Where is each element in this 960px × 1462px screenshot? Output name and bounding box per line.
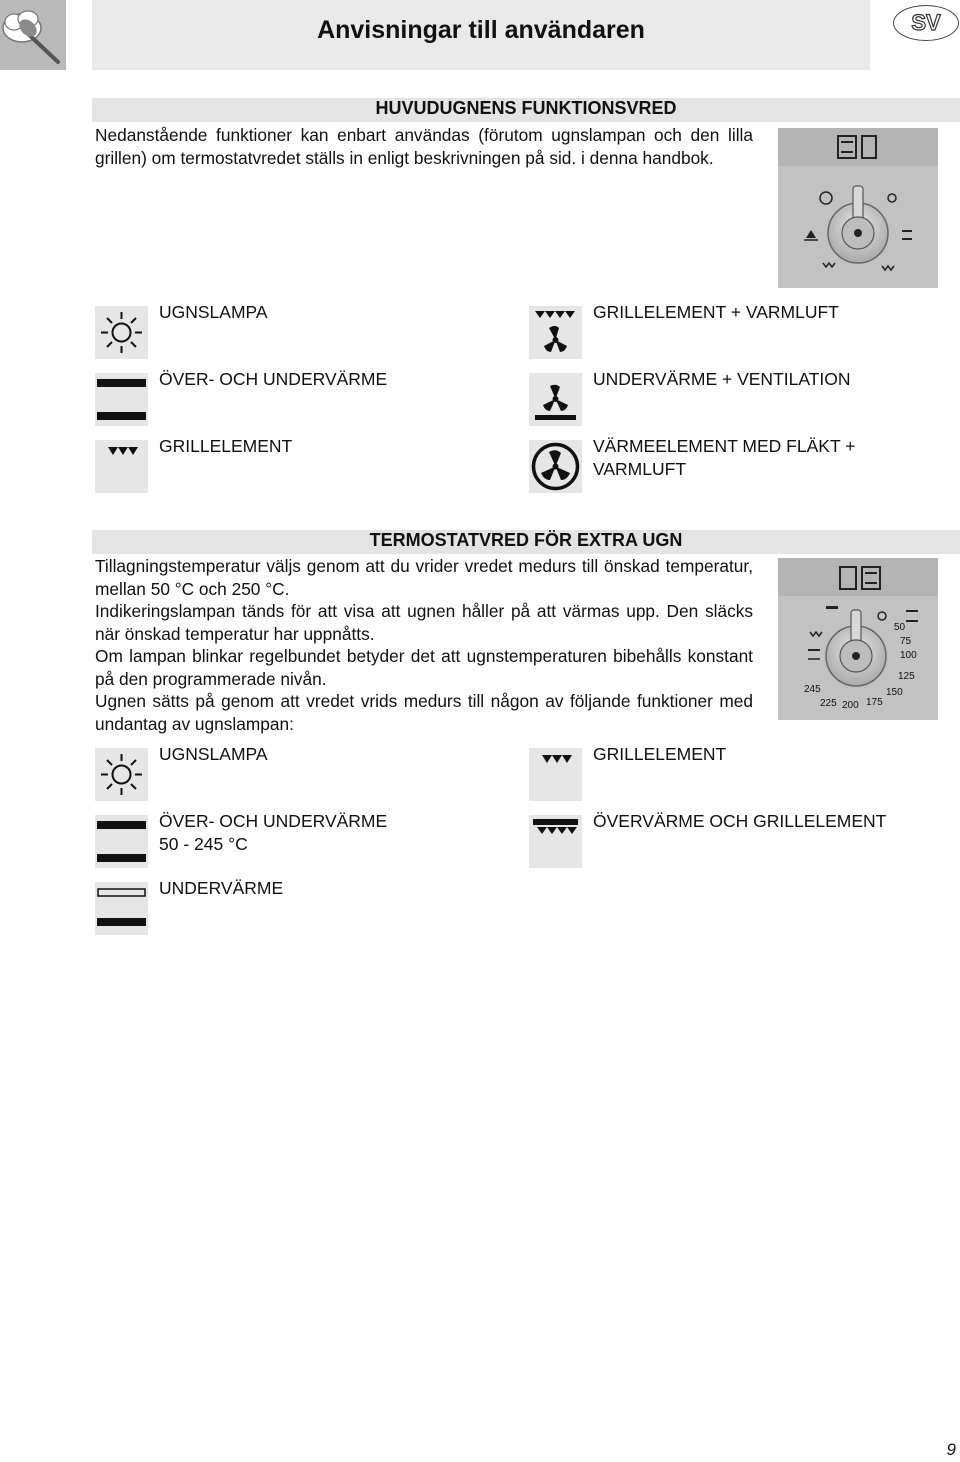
extra-oven-thermostat-panel	[778, 558, 938, 720]
oven-light-icon	[95, 306, 148, 359]
section-title-main-oven: HUVUDUGNENS FUNKTIONSVRED	[375, 98, 677, 118]
section2-paragraph: Ugnen sätts på genom att vredet vrids medurs till någon av följande funktioner med undantag av ugnslampan:	[95, 691, 753, 734]
function-label: ÖVERVÄRME OCH GRILLELEMENT	[593, 811, 887, 831]
top-bottom-heat-icon	[95, 373, 148, 426]
bottom-heat-icon	[95, 882, 148, 935]
dial-label-175: 175	[866, 697, 883, 708]
circular-fan-icon	[529, 440, 582, 493]
bottom-heat-fan-icon	[529, 373, 582, 426]
main-oven-control-panel	[778, 128, 938, 288]
dial-label-75: 75	[900, 636, 912, 647]
section2-paragraph: Indikeringslampan tänds för att visa att ugnen håller på att värmas upp. Den släcks när önskad temperatur har uppnåtts.	[95, 601, 753, 644]
dial-label-200: 200	[842, 700, 859, 711]
section2-paragraph: Om lampan blinkar regelbundet betyder det att ugnstemperaturen bibehålls konstant på den programmerade nivån.	[95, 646, 753, 689]
oven-light-icon	[95, 748, 148, 801]
dial-label-150: 150	[886, 687, 903, 698]
function-temperature-range: 50 - 245 °C	[159, 834, 248, 854]
dial-label-100: 100	[900, 650, 917, 661]
function-label: GRILLELEMENT + VARMLUFT	[593, 302, 839, 322]
grill-element-icon	[529, 748, 582, 801]
section1-paragraph: Nedanstående funktioner kan enbart användas (förutom ugnslampan och den lilla grillen) om termostatvredet ställs in enligt beskrivningen på sid. i denna handbok.	[95, 125, 753, 168]
function-label: VÄRMEELEMENT MED FLÄKT + VARMLUFT	[593, 436, 856, 479]
function-label: ÖVER- OCH UNDERVÄRME	[159, 811, 388, 831]
function-label: UNDERVÄRME	[159, 878, 284, 898]
function-label: GRILLELEMENT	[159, 436, 293, 456]
function-label: UNDERVÄRME + VENTILATION	[593, 369, 851, 389]
page-title: Anvisningar till användaren	[317, 16, 645, 44]
top-heat-grill-icon	[529, 815, 582, 868]
chef-hat-logo	[0, 0, 66, 70]
dial-label-125: 125	[898, 671, 915, 682]
function-label: GRILLELEMENT	[593, 744, 727, 764]
dial-label-225: 225	[820, 698, 837, 709]
grill-element-icon	[95, 440, 148, 493]
page-number: 9	[946, 1440, 956, 1459]
grill-fan-icon	[529, 306, 582, 359]
section2-paragraph: Tillagningstemperatur väljs genom att du vrider vredet medurs till önskad temperatur, mellan 50 °C och 250 °C.	[95, 556, 753, 599]
function-label: UGNSLAMPA	[159, 302, 268, 322]
language-badge: SV	[893, 5, 959, 41]
function-label: ÖVER- OCH UNDERVÄRME	[159, 369, 388, 389]
function-label: UGNSLAMPA	[159, 744, 268, 764]
dial-label-245: 245	[804, 684, 821, 695]
top-bottom-heat-icon	[95, 815, 148, 868]
section-title-extra-oven: TERMOSTATVRED FÖR EXTRA UGN	[369, 530, 683, 550]
dial-label-50: 50	[894, 622, 906, 633]
